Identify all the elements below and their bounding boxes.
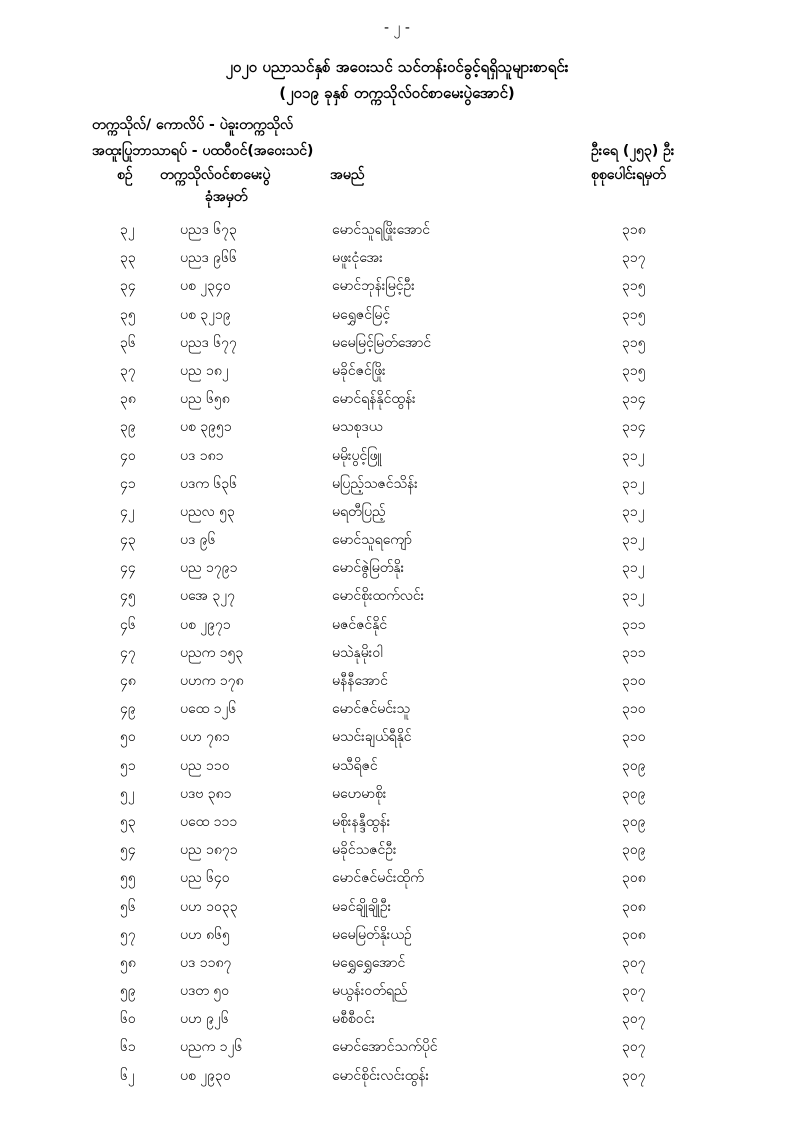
list-row	[0, 584, 794, 612]
roll-number: ပဒဗ ၃၈၁	[180, 785, 232, 802]
serial-no: ၅၁	[120, 757, 136, 774]
serial-no: ၃၆	[120, 334, 136, 351]
list-row	[0, 669, 794, 697]
list-row	[0, 641, 794, 669]
serial-no: ၄၃	[120, 532, 136, 549]
total-marks: ၃၁၂	[622, 560, 645, 577]
serial-no: ၄၂	[120, 503, 135, 520]
roll-number: ပထေ ၁၁၁	[180, 813, 238, 830]
student-name: မောင်ဇင်မင်းသူ	[332, 701, 411, 718]
university-label: တက္ကသိုလ်/ ကောလိပ် - ပဲခူးတက္ကသိုလ်	[92, 117, 294, 133]
list-row	[0, 697, 794, 725]
student-name: မောင်သူရကျော်	[332, 532, 412, 549]
roll-number: ပညဒ ၆၇၃	[180, 222, 237, 238]
roll-number: ပည ၆၄၀	[180, 870, 230, 887]
total-marks: ၃၁၀	[622, 673, 646, 689]
roll-number: ပစ ၂၉၇၁	[180, 616, 231, 633]
serial-no: ၄၀	[120, 447, 136, 464]
serial-no: ၃၉	[120, 419, 136, 436]
document-title: ၂၀၂၀ ပညာသင်နှစ် အဝေးသင် သင်တန်းဝင်ခွင့်ရရှိသူများစာရင်း	[225, 58, 569, 76]
serial-no: ၅၄	[120, 842, 136, 859]
total-marks: ၃၁၂	[622, 475, 645, 492]
roll-number: ပဟ ၉၂၆	[180, 1011, 229, 1028]
roll-number: ပဟက ၁၇၈	[180, 673, 244, 689]
list-row	[0, 359, 794, 387]
total-marks: ၃၁၂	[622, 588, 645, 605]
serial-no: ၆၂	[120, 1067, 135, 1084]
serial-no: ၄၆	[120, 616, 136, 633]
roll-number: ပဒက ၆၃၆	[180, 475, 238, 492]
header-serial-no: စဉ်	[117, 167, 133, 183]
total-marks: ၃၀၈	[622, 898, 646, 915]
student-name: မပြည့်သဇင်သိန်း	[332, 475, 418, 492]
serial-no: ၅၆	[120, 898, 136, 915]
total-marks: ၃၁၀	[622, 729, 646, 746]
header-name: အမည်	[330, 167, 365, 183]
total-marks: ၃၁၈	[622, 222, 646, 238]
roll-number: ပည ၁၈၂	[180, 362, 229, 379]
student-name: မရွှေဇင်မြင့်	[332, 306, 391, 323]
total-marks: ၃၀၈	[622, 870, 646, 887]
student-name: မောင်အောင်သက်ပိုင်	[332, 1039, 438, 1056]
list-row	[0, 810, 794, 838]
student-name: မသစုဒယ	[332, 419, 383, 436]
total-marks: ၃၁၂	[622, 447, 645, 464]
roll-number: ပအေ ၃၂၇	[180, 588, 235, 605]
list-row	[0, 218, 794, 246]
total-marks: ၃၁၂	[622, 503, 645, 520]
total-marks: ၃၀၇	[622, 1011, 646, 1028]
student-name: မရွှေရွှေအောင်	[332, 954, 406, 971]
serial-no: ၅၇	[120, 926, 136, 943]
serial-no: ၃၃	[120, 250, 136, 267]
roll-number: ပည ၁၁၀	[180, 757, 230, 774]
roll-number: ပဟ ၁၀၃၃	[180, 898, 238, 915]
list-row	[0, 866, 794, 894]
total-marks: ၃၀၈	[622, 926, 646, 943]
student-name: မခိုင်သဇင်ဦး	[332, 842, 397, 859]
total-marks: ၃၀၉	[622, 785, 646, 802]
roll-number: ပညဒ ၉၆၆	[180, 250, 237, 267]
header-roll-number: တက္ကသိုလ်ဝင်စာမေးပွဲ	[160, 167, 271, 183]
roll-number: ပည ၆၅၈	[180, 391, 230, 408]
roll-number: ပဒ ၁၈၁	[180, 447, 224, 464]
total-marks: ၃၀၉	[622, 813, 646, 830]
headcount-label: ဦးရေ (၂၅၃) ဦး	[591, 143, 675, 159]
student-name: မသင်းချယ်ရီနိုင်	[332, 729, 412, 746]
serial-no: ၄၅	[120, 588, 136, 605]
serial-no: ၄၈	[120, 673, 136, 689]
student-name: မောင်ဇွဲမြတ်နိုး	[332, 560, 405, 577]
list-row	[0, 528, 794, 556]
roll-number: ပည ၁၈၇၁	[180, 842, 238, 859]
header-total-marks: စုစုပေါင်းရမှတ်	[591, 167, 666, 183]
roll-number: ပဒ ၁၁၈၇	[180, 954, 232, 971]
list-row	[0, 725, 794, 753]
page-number: - ၂ -	[384, 20, 410, 36]
student-name: မောင်သူရဖြိုးအောင်	[332, 222, 431, 238]
student-name: မခင်ချိုချိုဦး	[332, 898, 392, 915]
student-name: မောင်ဇင်မင်းထိုက်	[332, 870, 424, 887]
serial-no: ၃၅	[120, 306, 136, 323]
total-marks: ၃၀၉	[622, 842, 646, 859]
list-row	[0, 782, 794, 810]
student-name: မောင်စိုးထက်လင်း	[332, 588, 425, 605]
roll-number: ပစ ၃၉၅၁	[180, 419, 232, 436]
serial-no: ၅၅	[120, 870, 136, 887]
total-marks: ၃၀၉	[622, 757, 646, 774]
document-subtitle: (၂၀၁၉ ခုနှစ် တက္ကသိုလ်ဝင်စာမေးပွဲအောင်)	[279, 84, 515, 102]
serial-no: ၆၀	[120, 1011, 136, 1028]
student-name: မဇင်ဇင်နိုင်	[332, 616, 388, 633]
serial-no: ၃၂	[120, 222, 135, 238]
serial-no: ၅၈	[120, 954, 136, 971]
serial-no: ၄၇	[120, 644, 136, 661]
total-marks: ၃၀၇	[622, 1067, 646, 1084]
student-name: မောင်စိုင်းလင်းထွန်း	[332, 1067, 430, 1084]
list-row	[0, 331, 794, 359]
roll-number: ပထေ ၁၂၆	[180, 701, 237, 718]
list-row	[0, 979, 794, 1007]
list-row	[0, 274, 794, 302]
list-row	[0, 472, 794, 500]
roll-number: ပည ၁၇၉၁	[180, 560, 238, 577]
student-name: မရတီပြည့်	[332, 503, 386, 520]
roll-number: ပစ ၂၉၃၀	[180, 1067, 231, 1084]
list-row	[0, 1064, 794, 1092]
list-row	[0, 754, 794, 782]
total-marks: ၃၀၇	[622, 1039, 646, 1056]
student-name: မယွန်းဝတ်ရည်	[332, 983, 408, 1000]
serial-no: ၄၉	[120, 701, 136, 718]
serial-no: ၅၂	[120, 785, 135, 802]
student-name: မောင်ရန်နိုင်ထွန်း	[332, 391, 416, 408]
total-marks: ၃၁၀	[622, 701, 646, 718]
serial-no: ၃၈	[120, 391, 136, 408]
list-row	[0, 556, 794, 584]
student-name: မမေမြင့်မြတ်အောင်	[332, 334, 432, 351]
total-marks: ၃၁၅	[622, 334, 646, 351]
header-roll-number-line2: ခုံအမှတ်	[205, 189, 248, 205]
list-row	[0, 1035, 794, 1063]
serial-no: ၄၁	[120, 475, 136, 492]
student-name: မသီရိဇင်	[332, 757, 378, 774]
list-row	[0, 500, 794, 528]
total-marks: ၃၁၁	[622, 644, 646, 661]
total-marks: ၃၀၇	[622, 983, 646, 1000]
total-marks: ၃၁၄	[622, 419, 646, 436]
list-row	[0, 246, 794, 274]
serial-no: ၄၄	[120, 560, 136, 577]
roll-number: ပဟ ၇၈၁	[180, 729, 230, 746]
roll-number: ပညက ၁၂၆	[180, 1039, 243, 1056]
roll-number: ပညဒ ၆၇၇	[180, 334, 237, 351]
roll-number: ပစ ၂၃၄၀	[180, 278, 231, 295]
roll-number: ပဒတ ၅၀	[180, 983, 230, 1000]
student-name: မမိုးပွင့်ဖြူ	[332, 447, 382, 464]
roll-number: ပညလ ၅၃	[180, 503, 235, 520]
list-row	[0, 303, 794, 331]
list-row	[0, 415, 794, 443]
student-name: မောင်ဘုန်းမြင့်ဦး	[332, 278, 415, 295]
total-marks: ၃၀၇	[622, 954, 646, 971]
serial-no: ၃၇	[120, 362, 136, 379]
major-label: အထူးပြုဘာသာရပ် - ပထဝီဝင်(အဝေးသင်)	[92, 143, 314, 159]
student-name: မမေမြတ်နိုးယဉ်	[332, 926, 412, 943]
list-row	[0, 613, 794, 641]
total-marks: ၃၁၂	[622, 532, 645, 549]
roll-number: ပဒ ၉၆	[180, 532, 216, 549]
list-row	[0, 838, 794, 866]
student-name: မနီနီအောင်	[332, 673, 388, 689]
student-list	[0, 218, 794, 1092]
serial-no: ၅၀	[120, 729, 136, 746]
student-name: မစိုးနန္ဒီထွန်း	[332, 813, 391, 830]
list-row	[0, 387, 794, 415]
total-marks: ၃၁၄	[622, 391, 646, 408]
total-marks: ၃၁၅	[622, 278, 646, 295]
roll-number: ပညက ၁၅၃	[180, 644, 244, 661]
student-name: မသဲနုမိုးဝါ	[332, 644, 383, 661]
list-row	[0, 1007, 794, 1035]
list-row	[0, 923, 794, 951]
serial-no: ၅၃	[120, 813, 136, 830]
student-name: မဖူးငုံအေး	[332, 250, 383, 267]
list-row	[0, 951, 794, 979]
total-marks: ၃၁၁	[622, 616, 646, 633]
serial-no: ၆၁	[120, 1039, 136, 1056]
serial-no: ၃၄	[120, 278, 136, 295]
roll-number: ပစ ၃၂၁၉	[180, 306, 231, 323]
serial-no: ၅၉	[120, 983, 136, 1000]
student-name: မဟေမာစိုး	[332, 785, 387, 802]
roll-number: ပဟ ၈၆၅	[180, 926, 230, 943]
list-row	[0, 444, 794, 472]
student-name: မခိုင်ဇင်ဖြိုး	[332, 362, 386, 379]
total-marks: ၃၁၅	[622, 306, 646, 323]
total-marks: ၃၁၇	[622, 250, 646, 267]
total-marks: ၃၁၅	[622, 362, 646, 379]
student-name: မစီစီဝင်း	[332, 1011, 375, 1028]
list-row	[0, 895, 794, 923]
